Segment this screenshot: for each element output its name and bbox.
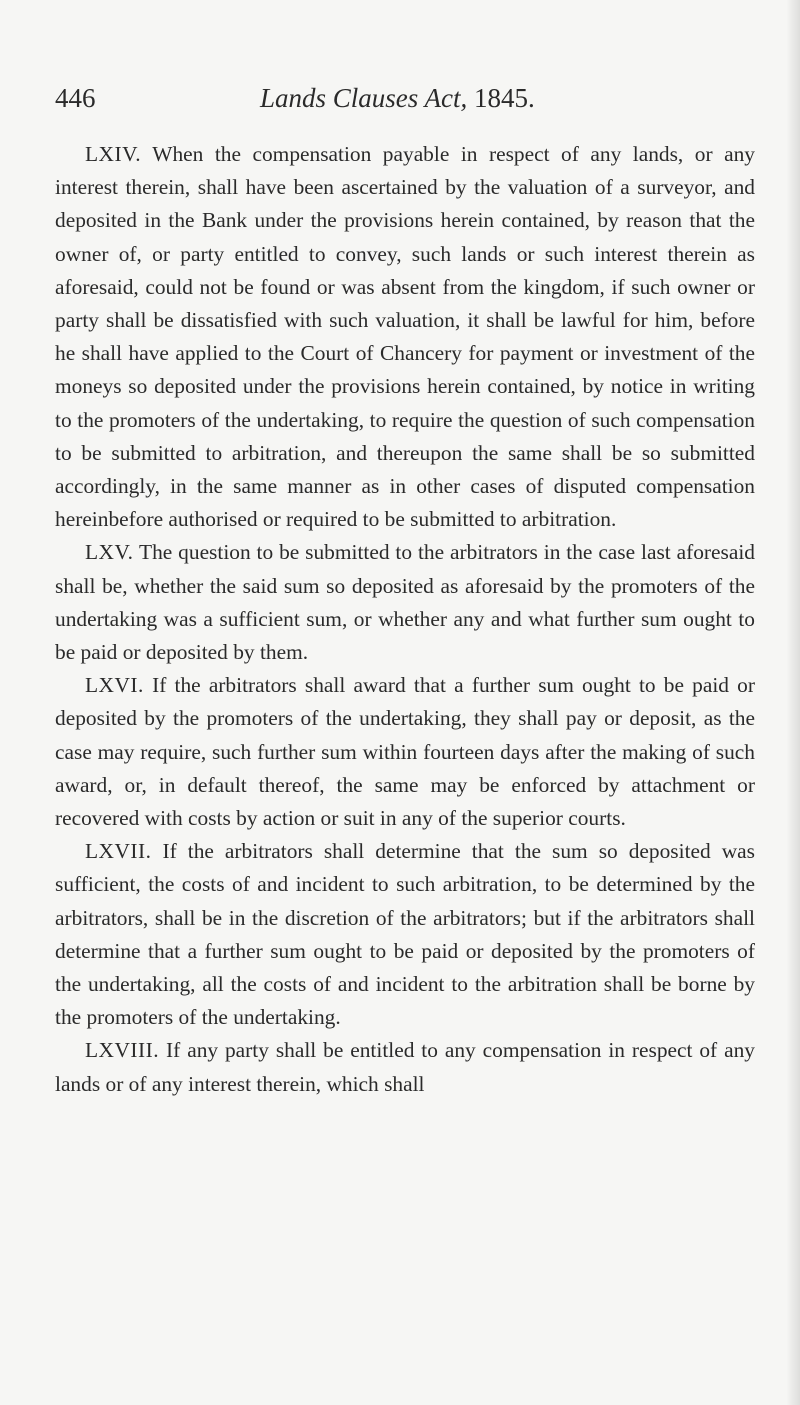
section-number: LXIV. (84, 142, 142, 166)
page-edge-shadow (786, 0, 800, 1405)
section-number: LXVII. (84, 839, 152, 864)
section-text: If the arbitrators shall award that a further sum ought to be paid or deposited by the promoters of the undertaking, they shall pay or deposit, as the case may require, such further sum within fourteen days after the making of such award, or, in default thereof, the same may be enforced by attachment or recovered with costs by action or suit in any of the superior courts. (55, 673, 755, 831)
page-number: 446 (55, 83, 96, 113)
section-text: When the compensation payable in respect of any lands, or any interest therein, shall have been ascertained by the valuation of a surveyor, and deposited in the Bank under the provisions herein contained, by reason that the owner of, or party entitled to convey, such lands or such interest therein as aforesaid, could not be found or was absent from the kingdom, if such owner or party shall be dissatisfied with such valuation, it shall be lawful for him, before he shall have applied to the Court of Chancery for payment or investment of the moneys so deposited under the provisions herein contained, by notice in writing to the promoters of the undertaking, to require the question of such compensation to be submitted to arbitration, and thereupon the same shall be so submitted accordingly, in the same manner as in other cases of disputed compensation hereinbefore authorised or required to be submitted to arbitration. (55, 142, 755, 532)
section-number: LXVIII. (84, 1038, 160, 1063)
section-lxviii (55, 1034, 755, 1100)
section-text: The question to be submitted to the arbitrators in the case last aforesaid shall be, whether the said sum so deposited as aforesaid by the promoters of the undertaking was a sufficient sum, or whether any and what further sum ought to be paid or deposited by them. (55, 540, 755, 665)
section-number: LXVI. (84, 673, 144, 698)
section-text: If the arbitrators shall determine that the sum so deposited was sufficient, the costs of and incident to such arbitration, to be determined by the arbitrators, shall be in the discretion of the arbitrators; but if the arbitrators shall determine that a further sum ought to be paid or deposited by the promoters of the undertaking, all the costs of and incident to the arbitration shall be borne by the promoters of the undertaking. (55, 839, 755, 1030)
running-title (260, 78, 535, 118)
section-number: LXV. (84, 540, 134, 565)
body-text (55, 138, 755, 1101)
section-lxvi (55, 669, 755, 835)
section-lxvii (55, 835, 755, 1034)
running-title-act: Lands Clauses Act, (260, 83, 468, 113)
section-text: If any party shall be entitled to any compensation in respect of any lands or of any interest therein, which shall (55, 1038, 755, 1096)
running-title-year: 1845. (474, 83, 535, 113)
page-header (55, 78, 755, 118)
section-lxiv (55, 138, 755, 536)
section-lxv (55, 536, 755, 669)
